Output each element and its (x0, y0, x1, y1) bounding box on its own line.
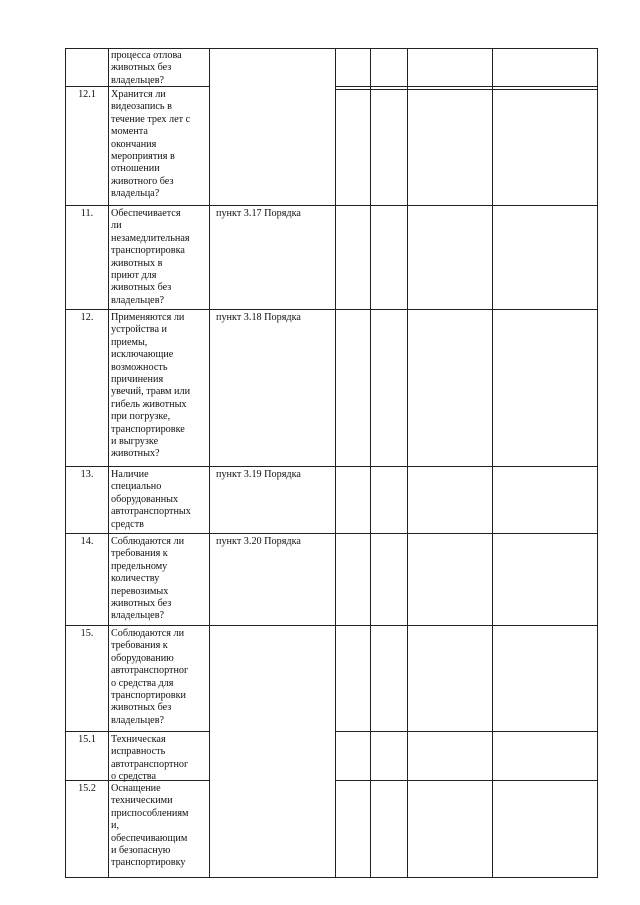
row-number: 15.2 (78, 783, 96, 794)
question-cell: Соблюдаются ли требования к оборудованию автотранспортног о средства для транспортировки животных без владельцев? (111, 628, 189, 726)
column-divider (209, 48, 210, 878)
row-divider (65, 205, 598, 206)
row-divider (335, 89, 598, 90)
question-cell: процесса отлова животных без владельцев? (111, 50, 182, 86)
reference-cell: пункт 3.18 Порядка (216, 312, 301, 323)
table-border-right (597, 48, 598, 878)
column-divider (407, 48, 408, 878)
column-divider (108, 48, 109, 878)
row-divider (65, 533, 598, 534)
row-divider (65, 625, 598, 626)
row-number: 13. (80, 469, 94, 480)
table-border-top (65, 48, 598, 49)
table-border-left (65, 48, 66, 878)
row-divider (335, 731, 598, 732)
question-cell: Применяются ли устройства и приемы, исключающие возможность причинения увечий, травм или гибель животных при погрузке, транспортировке и выгрузке животных? (111, 312, 191, 460)
table-border-bottom (65, 877, 598, 878)
question-cell: Наличие специально оборудованных автотранспортных средств (111, 469, 191, 530)
column-divider (492, 48, 493, 878)
row-divider (65, 731, 210, 732)
column-divider (335, 48, 336, 878)
row-number: 12. (80, 312, 94, 323)
column-divider (370, 48, 371, 878)
question-cell: Соблюдаются ли требования к предельному количеству перевозимых животных без владельцев? (111, 536, 185, 622)
row-divider (335, 86, 598, 87)
question-cell: Хранится ли видеозапись в течение трех лет с момента окончания мероприятия в отношении животного без владельца? (111, 89, 191, 200)
row-number: 12.1 (78, 89, 96, 100)
row-divider (65, 309, 598, 310)
reference-cell: пункт 3.20 Порядка (216, 536, 301, 547)
question-cell: Техническая исправность автотранспортног о средства (111, 734, 189, 783)
row-divider (335, 780, 598, 781)
question-cell: Обеспечивается ли незамедлительная транспортировка животных в приют для животных без владельцев? (111, 208, 190, 306)
question-cell: Оснащение техническими приспособлениям и, обеспечивающим и безопасную транспортировку (111, 783, 189, 869)
row-number: 15. (80, 628, 94, 639)
reference-cell: пункт 3.19 Порядка (216, 469, 301, 480)
reference-cell: пункт 3.17 Порядка (216, 208, 301, 219)
row-divider (65, 466, 598, 467)
row-number: 15.1 (78, 734, 96, 745)
row-number: 11. (80, 208, 94, 219)
row-number: 14. (80, 536, 94, 547)
